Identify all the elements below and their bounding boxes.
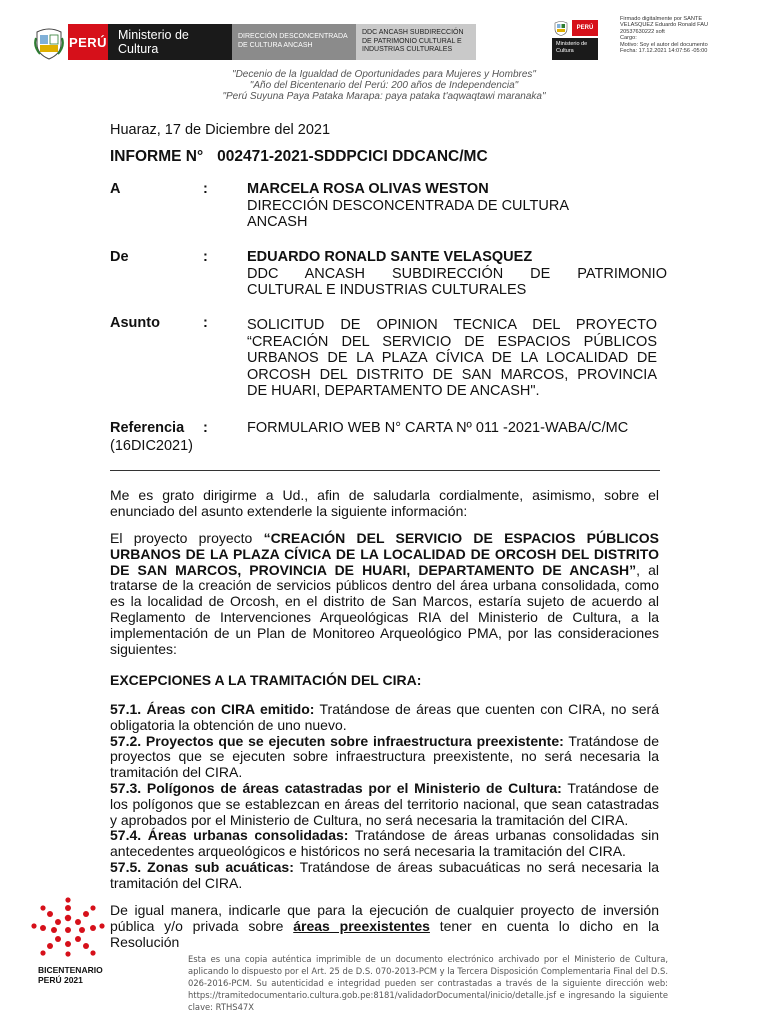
- subject-block: [247, 317, 657, 400]
- exception-item: [110, 781, 659, 828]
- from-block: [247, 249, 667, 299]
- exception-item: [110, 860, 659, 892]
- from-label: De: [110, 249, 129, 265]
- exception-text: Tratándose de proyectos que se ejecuten sobre infraestructura preexistente, no será necesaria la tramitación del CIRA.: [110, 732, 660, 781]
- closing-text: De igual manera, indicarle que para la ejecución de cualquier proyecto de inversión pública y/o privada sobre: [110, 902, 659, 934]
- project-intro-text: El proyecto proyecto: [110, 530, 264, 546]
- report-label: INFORME N°: [110, 148, 204, 165]
- project-body-text: , al tratarse de la creación de servicios públicos dentro del área urbana consolidada, como es la localidad de Orcosh, en el distrito de San Marcos, estaría sujeto de acuerdo al Reglamento de Intervenciones Arqueológicas RIA del Ministerio de Cultura, a la implementación de un Plan de Monitoreo Arqueológico PMA, por las consideraciones siguientes:: [110, 561, 659, 657]
- bicentenario-text: BICENTENARIO: [38, 965, 103, 975]
- slogan-line: "Año del Bicentenario del Perú: 200 años de Independencia": [249, 80, 519, 91]
- reference-colon: :: [203, 420, 208, 436]
- exception-text: Tratándose de áreas urbanas consolidadas sin antecedentes arqueológicos e históricos no será necesaria la tramitación del CIRA.: [110, 827, 659, 860]
- subject-colon: :: [203, 315, 208, 331]
- report-number: [110, 148, 488, 166]
- signature-line: Motivo: Soy el autor del documento: [620, 41, 708, 48]
- to-office: ANCASH: [247, 214, 308, 230]
- reference-value: FORMULARIO WEB N° CARTA Nº 011 -2021-WABA/C/MC: [247, 420, 629, 436]
- bicentenario-logo-icon: [30, 896, 108, 966]
- exception-item: [110, 734, 659, 781]
- signature-line: 20537630222 soft: [620, 28, 665, 35]
- exception-title: 57.5. Zonas sub acuáticas:: [110, 858, 294, 875]
- peru-brand-box: PERÚ: [68, 24, 108, 60]
- signature-ministry-box: Ministerio de Cultura: [552, 38, 598, 60]
- closing-emphasis: áreas preexistentes: [293, 917, 430, 934]
- to-block: [247, 181, 667, 231]
- closing-text-end: tener en cuenta lo dicho en la Resolución: [110, 917, 659, 950]
- signature-line: Cargo:: [620, 35, 637, 42]
- decenio-slogans: [0, 69, 768, 102]
- footer-validation-notice: Esta es una copia auténtica imprimible de un documento electrónico archivado por el Ministerio de Cultura, aplicando lo dispuesto por el Art. 25 de D.S. 070-2013-PCM y la Tercera Disposición Complementaria Final del D.S. 026-2016-PCM. Su autenticidad e integridad pueden ser contrastadas a través de la siguiente dirección web: https://tramitedocumentario.cultura.gob.pe:8181/validadorDocumental/inicio/detalle.jsf e ingresando la siguiente clave: RTHS47X: [188, 954, 668, 1012]
- bicentenario-label: [38, 966, 118, 985]
- project-title: “CREACIÓN DEL SERVICIO DE ESPACIOS PÚBLICOS URBANOS DE LA PLAZA CÍVICA DE LA LOCALIDAD DE ORCOSH DEL DISTRITO DE SAN MARCOS, PROVINCIA DE HUARI, DEPARTAMENTO DE ANCASH”: [110, 530, 659, 578]
- subject-line: ORCOSH DEL DISTRITO DE SAN MARCOS, PROVINCIA: [247, 366, 657, 383]
- exceptions-list: [110, 702, 659, 892]
- reference-label: Referencia: [110, 420, 185, 436]
- exception-text: Tratándose de áreas subacuáticas no será necesaria la tramitación del CIRA.: [110, 858, 659, 891]
- paragraph-project: [110, 531, 659, 657]
- exception-text: Tratándose de los polígonos que se establezcan en áreas del territorio nacional, que sean catastradas y aprobados por el Ministerio de Cultura, no será necesaria la tramitación del CIRA.: [110, 779, 659, 828]
- report-code: 002471-2021-SDDPCICI DDCANC/MC: [217, 148, 488, 165]
- to-colon: :: [203, 181, 208, 197]
- exception-text: Tratándose de áreas que cuenten con CIRA, no será obligatoria la obtención de uno nuevo.: [110, 701, 659, 733]
- from-office: CULTURAL E INDUSTRIAS CULTURALES: [247, 282, 527, 298]
- exception-title: 57.1. Áreas con CIRA emitido:: [110, 701, 315, 717]
- section-heading: EXCEPCIONES A LA TRAMITACIÓN DEL CIRA:: [110, 672, 422, 688]
- signature-coat-of-arms-icon: [554, 20, 568, 36]
- exception-item: [110, 702, 659, 734]
- paragraph-closing: [110, 903, 659, 950]
- paragraph-intro: Me es grato dirigirme a Ud., afin de saludarla cordialmente, asimismo, sobre el enunciado del asunto extenderle la siguiente información:: [110, 487, 659, 519]
- exception-title: 57.2. Proyectos que se ejecuten sobre infraestructura preexistente:: [110, 732, 564, 749]
- to-label: A: [110, 181, 121, 197]
- to-name: MARCELA ROSA OLIVAS WESTON: [247, 181, 489, 197]
- slogan-line: "Perú Suyuna Paya Pataka Marapa: paya pataka t'aqwaqtawi maranaka": [222, 91, 546, 102]
- direction-name: DIRECCIÓN DESCONCENTRADA DE CULTURA ANCASH: [232, 24, 356, 60]
- bicentenario-year: PERÚ 2021: [38, 974, 83, 985]
- document-date: Huaraz, 17 de Diciembre del 2021: [110, 122, 331, 138]
- from-name: EDUARDO RONALD SANTE VELASQUEZ: [247, 249, 533, 265]
- subject-line: SOLICITUD DE OPINION TECNICA DEL PROYECTO: [247, 317, 657, 333]
- ministry-name: Ministerio de Cultura: [108, 24, 232, 60]
- signature-peru-box: PERÚ: [572, 20, 598, 36]
- exception-item: [110, 828, 659, 860]
- coat-of-arms-icon: [34, 26, 64, 60]
- subject-line: URBANOS DE LA PLAZA CÍVICA DE LA LOCALIDAD DE: [247, 350, 657, 366]
- signature-line: Fecha: 17.12.2021 14:07:56 -05:00: [620, 48, 708, 55]
- exception-title: 57.4. Áreas urbanas consolidadas:: [110, 827, 349, 844]
- slogan-line: "Decenio de la Igualdad de Oportunidades para Mujeres y Hombres": [232, 69, 536, 80]
- exception-title: 57.3. Polígonos de áreas catastradas por el Ministerio de Cultura:: [110, 779, 562, 796]
- reference-date: (16DIC2021): [110, 438, 194, 454]
- digital-signature-info: [620, 16, 760, 54]
- subject-line: DE HUARI, DEPARTAMENTO DE ANCASH".: [247, 383, 540, 399]
- subject-line: “CREACIÓN DEL SERVICIO DE ESPACIOS PÚBLICOS: [247, 333, 657, 350]
- to-office: DIRECCIÓN DESCONCENTRADA DE CULTURA: [247, 197, 569, 214]
- divider-line: [110, 470, 660, 471]
- signature-line: Firmado digitalmente por SANTE: [620, 16, 703, 22]
- from-colon: :: [203, 249, 208, 265]
- from-office: DDC ANCASH SUBDIRECCIÓN DE PATRIMONIO: [247, 265, 667, 282]
- signature-line: VELASQUEZ Eduardo Ronald FAU: [620, 22, 708, 29]
- subdirection-name: DDC ANCASH SUBDIRECCIÓN DE PATRIMONIO CULTURAL E INDUSTRIAS CULTURALES: [356, 24, 476, 60]
- subject-label: Asunto: [110, 315, 160, 331]
